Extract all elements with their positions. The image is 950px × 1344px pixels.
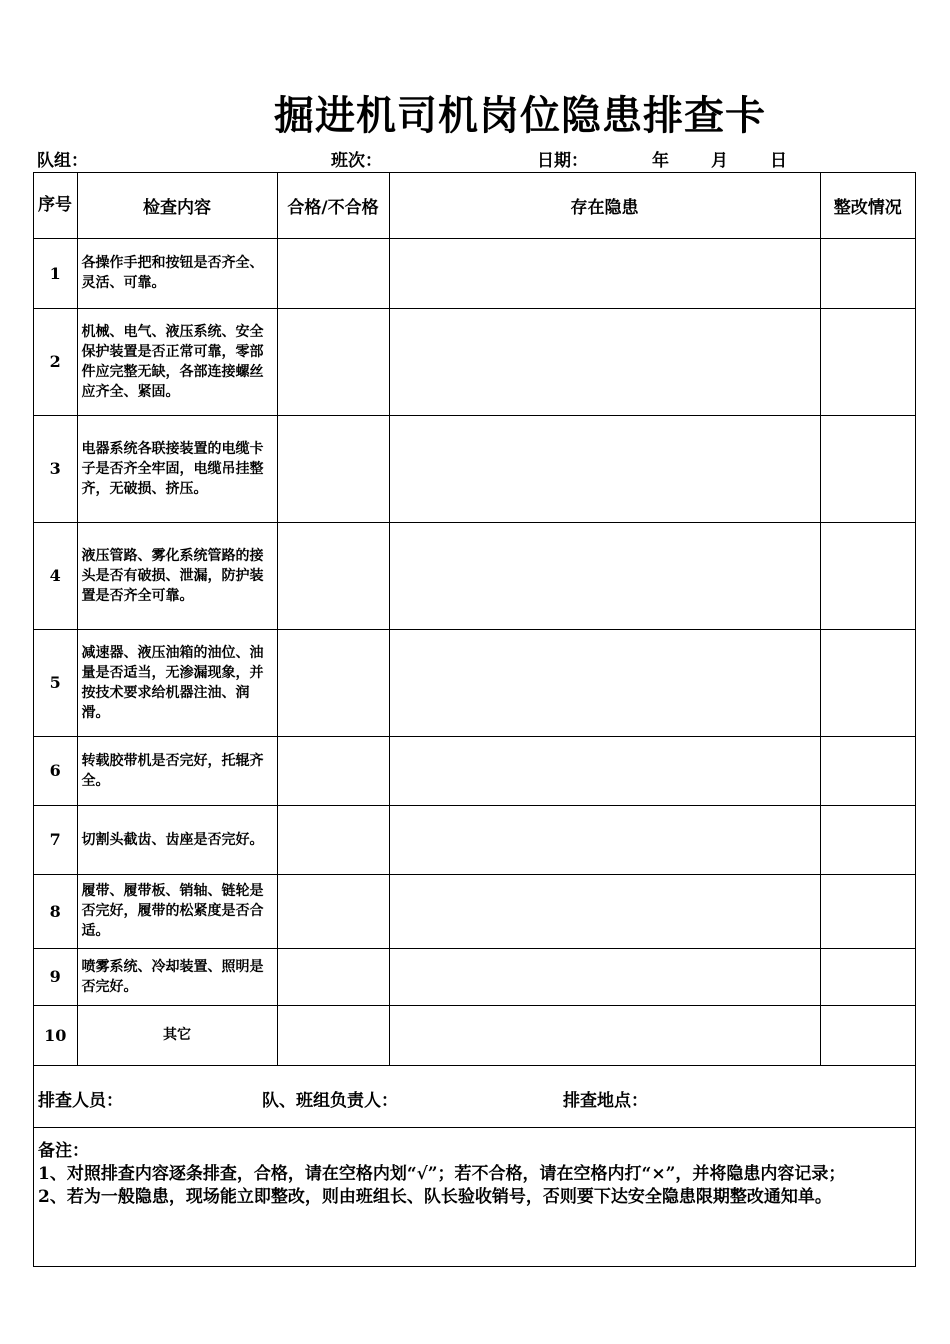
- rectify-cell[interactable]: [820, 736, 915, 805]
- rectify-cell[interactable]: [820, 415, 915, 522]
- inspection-table: [34, 173, 915, 1066]
- check-content: 电器系统各联接装置的电缆卡子是否齐全牢固，电缆吊挂整齐，无破损、挤压。: [77, 415, 277, 522]
- team-label: 队组：: [37, 151, 88, 171]
- pass-cell[interactable]: [277, 948, 389, 1005]
- hazard-cell[interactable]: [389, 736, 820, 805]
- hazard-cell[interactable]: [389, 415, 820, 522]
- hazard-cell[interactable]: [389, 948, 820, 1005]
- table-row: [34, 238, 915, 308]
- header-no: 序号: [34, 173, 77, 238]
- hazard-cell[interactable]: [389, 238, 820, 308]
- row-number: 6: [34, 736, 77, 805]
- row-number: 7: [34, 805, 77, 874]
- month-label: 月: [711, 151, 728, 171]
- row-number: 10: [34, 1005, 77, 1065]
- notes-heading: 备注：: [38, 1141, 89, 1161]
- leader-label: 队、班组负责人：: [262, 1091, 398, 1111]
- header-rectify: 整改情况: [820, 173, 915, 238]
- pass-cell[interactable]: [277, 238, 389, 308]
- hazard-cell[interactable]: [389, 308, 820, 415]
- rectify-cell[interactable]: [820, 238, 915, 308]
- table-row: [34, 629, 915, 736]
- check-content: 机械、电气、液压系统、安全保护装置是否正常可靠，零部件应完整无缺，各部连接螺丝应齐全、紧固。: [77, 308, 277, 415]
- pass-cell[interactable]: [277, 522, 389, 629]
- row-number: 4: [34, 522, 77, 629]
- row-number: 3: [34, 415, 77, 522]
- notes-line-2: 2、若为一般隐患，现场能立即整改，则由班组长、队长验收销号，否则要下达安全隐患限期整改通知单。: [38, 1187, 832, 1207]
- row-number: 1: [34, 238, 77, 308]
- pass-cell[interactable]: [277, 415, 389, 522]
- table-row: [34, 874, 915, 948]
- pass-cell[interactable]: [277, 805, 389, 874]
- header-pass: 合格/不合格: [277, 173, 389, 238]
- hazard-cell[interactable]: [389, 805, 820, 874]
- day-label: 日: [770, 151, 787, 171]
- table-header-row: [34, 173, 915, 238]
- row-number: 8: [34, 874, 77, 948]
- pass-cell[interactable]: [277, 1005, 389, 1065]
- hazard-cell[interactable]: [389, 629, 820, 736]
- inspection-sheet: [33, 172, 916, 1267]
- notes-line-1: 1、对照排查内容逐条排查，合格，请在空格内划“√”；若不合格，请在空格内打“×”，并将隐患内容记录；: [38, 1164, 846, 1184]
- table-row: [34, 805, 915, 874]
- check-content: 履带、履带板、销轴、链轮是否完好，履带的松紧度是否合适。: [77, 874, 277, 948]
- rectify-cell[interactable]: [820, 874, 915, 948]
- table-row: [34, 415, 915, 522]
- header-hazard: 存在隐患: [389, 173, 820, 238]
- rectify-cell[interactable]: [820, 522, 915, 629]
- row-number: 9: [34, 948, 77, 1005]
- inspector-label: 排查人员：: [38, 1091, 123, 1111]
- check-content: 喷雾系统、冷却装置、照明是否完好。: [77, 948, 277, 1005]
- hazard-cell[interactable]: [389, 522, 820, 629]
- check-content: 各操作手把和按钮是否齐全、灵活、可靠。: [77, 238, 277, 308]
- pass-cell[interactable]: [277, 629, 389, 736]
- page-title: 掘进机司机岗位隐患排查卡: [274, 92, 766, 139]
- table-row: [34, 736, 915, 805]
- check-content: 液压管路、雾化系统管路的接头是否有破损、泄漏，防护装置是否齐全可靠。: [77, 522, 277, 629]
- year-label: 年: [652, 151, 669, 171]
- date-label: 日期：: [537, 151, 588, 171]
- rectify-cell[interactable]: [820, 805, 915, 874]
- rectify-cell[interactable]: [820, 948, 915, 1005]
- location-label: 排查地点：: [563, 1091, 648, 1111]
- check-content: 其它: [77, 1005, 277, 1065]
- table-row: [34, 1005, 915, 1065]
- check-content: 转载胶带机是否完好，托辊齐全。: [77, 736, 277, 805]
- hazard-cell[interactable]: [389, 1005, 820, 1065]
- table-row: [34, 522, 915, 629]
- pass-cell[interactable]: [277, 736, 389, 805]
- shift-label: 班次：: [331, 151, 382, 171]
- pass-cell[interactable]: [277, 874, 389, 948]
- rectify-cell[interactable]: [820, 1005, 915, 1065]
- hazard-cell[interactable]: [389, 874, 820, 948]
- row-number: 2: [34, 308, 77, 415]
- rectify-cell[interactable]: [820, 308, 915, 415]
- table-row: [34, 308, 915, 415]
- notes-section: [34, 1127, 915, 1265]
- rectify-cell[interactable]: [820, 629, 915, 736]
- signature-row: [34, 1065, 915, 1127]
- check-content: 减速器、液压油箱的油位、油量是否适当，无渗漏现象，并按技术要求给机器注油、润滑。: [77, 629, 277, 736]
- header-content: 检查内容: [77, 173, 277, 238]
- pass-cell[interactable]: [277, 308, 389, 415]
- check-content: 切割头截齿、齿座是否完好。: [77, 805, 277, 874]
- table-row: [34, 948, 915, 1005]
- row-number: 5: [34, 629, 77, 736]
